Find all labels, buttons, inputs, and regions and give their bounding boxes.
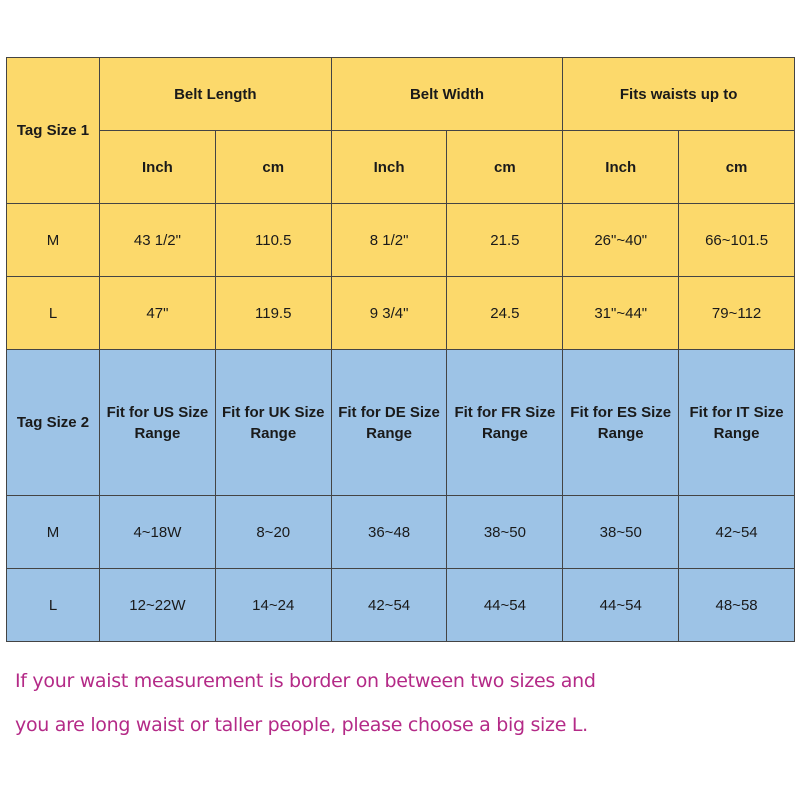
table-cell: 38~50 [447, 496, 563, 569]
size-label: L [7, 569, 100, 642]
tag-size-2-header: Tag Size 2 [7, 350, 100, 496]
table-cell: 36~48 [331, 496, 447, 569]
tag-size-1-group-header-row [7, 58, 795, 131]
unit-header: cm [447, 131, 563, 204]
size-advice-note-line-2: you are long waist or taller people, please choose a big size L. [15, 714, 588, 736]
belt-width-header: Belt Width [331, 58, 563, 131]
size-advice-note-line-1: If your waist measurement is border on between two sizes and [15, 670, 596, 692]
unit-header: Inch [563, 131, 679, 204]
tag-size-2-header-row [7, 350, 795, 496]
table-cell: 26"~40" [563, 204, 679, 277]
size-label: M [7, 496, 100, 569]
table-cell: 42~54 [679, 496, 795, 569]
table-cell: 24.5 [447, 277, 563, 350]
size-range-header: Fit for IT Size Range [679, 350, 795, 496]
size-range-header: Fit for ES Size Range [563, 350, 679, 496]
table-cell: 119.5 [215, 277, 331, 350]
table-cell: 31"~44" [563, 277, 679, 350]
table-row [7, 569, 795, 642]
table-cell: 66~101.5 [679, 204, 795, 277]
table-cell: 47" [100, 277, 216, 350]
table-cell: 79~112 [679, 277, 795, 350]
table-row [7, 204, 795, 277]
unit-header: Inch [331, 131, 447, 204]
unit-header: cm [679, 131, 795, 204]
table-cell: 48~58 [679, 569, 795, 642]
table-row [7, 277, 795, 350]
unit-header: cm [215, 131, 331, 204]
table-cell: 9 3/4" [331, 277, 447, 350]
tag-size-1-header: Tag Size 1 [7, 58, 100, 204]
size-label: M [7, 204, 100, 277]
table-cell: 43 1/2" [100, 204, 216, 277]
size-range-header: Fit for UK Size Range [215, 350, 331, 496]
table-cell: 4~18W [100, 496, 216, 569]
tag-size-1-unit-row [7, 131, 795, 204]
size-chart-table [6, 57, 795, 642]
table-cell: 8~20 [215, 496, 331, 569]
size-range-header: Fit for US Size Range [100, 350, 216, 496]
table-cell: 44~54 [563, 569, 679, 642]
fits-waists-header: Fits waists up to [563, 58, 795, 131]
table-cell: 110.5 [215, 204, 331, 277]
table-cell: 14~24 [215, 569, 331, 642]
table-cell: 42~54 [331, 569, 447, 642]
size-range-header: Fit for DE Size Range [331, 350, 447, 496]
size-label: L [7, 277, 100, 350]
belt-length-header: Belt Length [100, 58, 332, 131]
table-cell: 38~50 [563, 496, 679, 569]
table-cell: 8 1/2" [331, 204, 447, 277]
table-cell: 44~54 [447, 569, 563, 642]
size-range-header: Fit for FR Size Range [447, 350, 563, 496]
unit-header: Inch [100, 131, 216, 204]
table-row [7, 496, 795, 569]
table-cell: 21.5 [447, 204, 563, 277]
table-cell: 12~22W [100, 569, 216, 642]
